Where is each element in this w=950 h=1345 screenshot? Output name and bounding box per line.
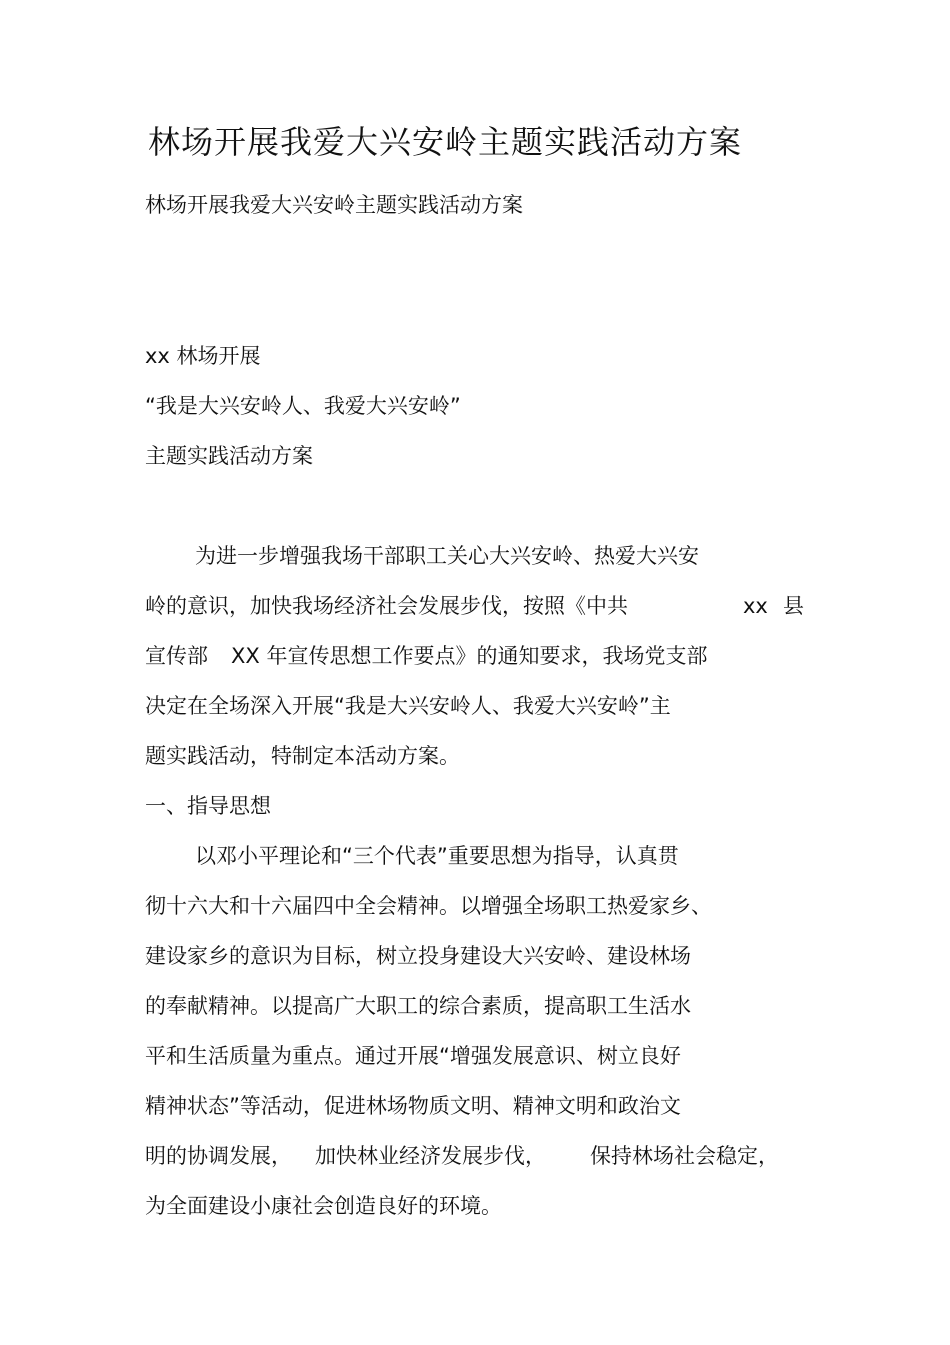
section1-line-7c: 保持林场社会稳定， xyxy=(590,1144,779,1168)
heading-line-3: 主题实践活动方案 xyxy=(145,444,313,468)
section1-line-4: 的奉献精神。以提高广大职工的综合素质，提高职工生活水 xyxy=(145,994,691,1018)
section1-line-7b: 加快林业经济发展步伐， xyxy=(315,1144,546,1168)
section1-line-2: 彻十六大和十六届四中全会精神。以增强全场职工热爱家乡、 xyxy=(145,894,712,918)
intro-line-2c: 县 xyxy=(783,594,804,618)
section1-line-6: 精神状态”等活动，促进林场物质文明、精神文明和政治文 xyxy=(145,1094,681,1118)
document-title: 林场开展我爱大兴安岭主题实践活动方案 xyxy=(147,123,742,161)
heading-line-2: “我是大兴安岭人、我爱大兴安岭” xyxy=(145,394,461,418)
section1-line-1: 以邓小平理论和“三个代表”重要思想为指导，认真贯 xyxy=(195,844,679,868)
section1-line-3: 建设家乡的意识为目标，树立投身建设大兴安岭、建设林场 xyxy=(145,944,691,968)
section1-line-8: 为全面建设小康社会创造良好的环境。 xyxy=(145,1194,502,1218)
intro-line-1: 为进一步增强我场干部职工关心大兴安岭、热爱大兴安 xyxy=(195,544,699,568)
section-heading-guiding-thought: 一、指导思想 xyxy=(145,794,271,818)
intro-line-3a: 宣传部 xyxy=(145,644,208,668)
intro-line-4: 决定在全场深入开展“我是大兴安岭人、我爱大兴安岭”主 xyxy=(145,694,671,718)
document-subtitle: 林场开展我爱大兴安岭主题实践活动方案 xyxy=(145,193,523,217)
intro-line-2b: xx xyxy=(743,594,768,618)
section1-line-5: 平和生活质量为重点。通过开展“增强发展意识、树立良好 xyxy=(145,1044,681,1068)
heading-line-1: xx 林场开展 xyxy=(145,344,261,368)
intro-line-2a: 岭的意识，加快我场经济社会发展步伐，按照《中共 xyxy=(145,594,628,618)
intro-line-5: 题实践活动，特制定本活动方案。 xyxy=(145,744,460,768)
section1-line-7a: 明的协调发展， xyxy=(145,1144,292,1168)
intro-line-3b: XX 年宣传思想工作要点》的通知要求，我场党支部 xyxy=(231,644,708,668)
